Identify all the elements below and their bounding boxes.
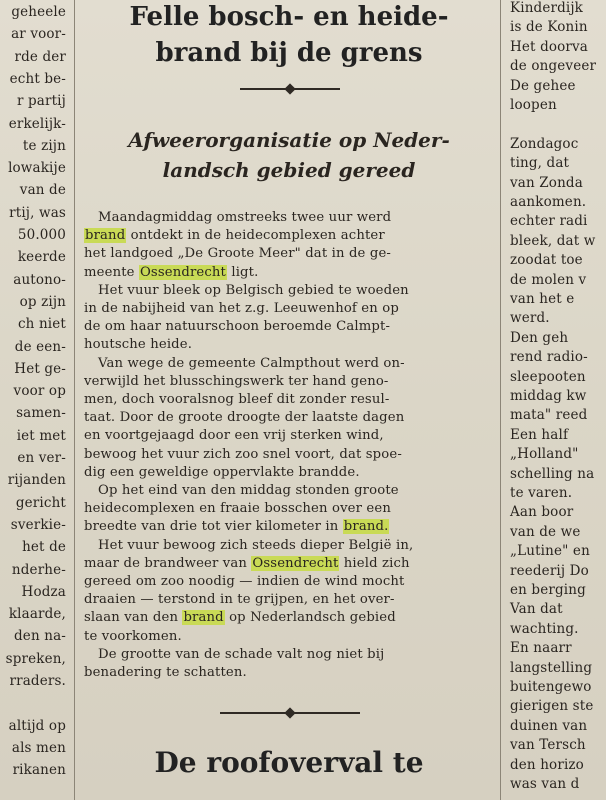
left-column-line: rijanden [7,472,66,489]
search-highlight: brand [183,610,224,626]
article-body-line: bewoog het vuur zich zoo snel voort, dat spoe- [84,446,402,462]
right-column-line: werd. [510,310,550,327]
article-body-line: Op het eind van den middag stonden groote [98,483,399,498]
column-rule-right [500,0,501,800]
article-body-line: draaien — terstond in te grijpen, en het over- [84,592,395,608]
right-column-line: van het e [510,291,575,307]
search-highlight: Ossendrecht [252,555,339,571]
right-column-line: Aan boor [510,504,574,521]
article-body-line: en voortgejaagd door een vrij sterken wind, [84,428,384,444]
right-column-line: gierigen ste [510,698,594,715]
left-column-line: te zijn [22,137,66,154]
left-column-line: altijd op [8,717,66,734]
right-column-fragment [504,0,606,800]
left-column-line: 50.000 [17,227,66,243]
right-column-line: reederij Do [510,562,589,579]
right-column-line: ting, dat [510,155,570,172]
article-body-line: meente Ossendrecht ligt. [84,264,259,280]
right-column-line: aankomen. [510,194,587,210]
article-body-line: in de nabijheid van het z.g. Leeuwenhof en op [84,301,399,316]
article-body-line: taat. Door de groote droogte der laatste dagen [84,410,405,426]
article-body-line: maar de brandweer van Ossendrecht hield zich [84,555,410,571]
right-column-line: „Lutine" en [510,543,590,560]
left-column-line: voor op [13,383,66,400]
left-column-line: samen- [16,405,66,422]
article-body-line: het landgoed „De Groote Meer" dat in de ge- [84,246,391,262]
left-column-line: erkelijk- [8,115,66,132]
article-body-line: breedte van drie tot vier kilometer in brand. [84,519,389,535]
right-column-line: was van d [510,776,580,792]
right-column-line: te varen. [510,485,573,501]
article-body-line: slaan van den brand op Nederlandsch gebied [84,610,396,626]
left-column-line: rtij, was [9,204,66,221]
left-column-line: als men [11,739,66,756]
left-column-line: rraders. [9,673,66,689]
right-column-line: van Zonda [510,174,583,191]
left-column-line: keerde [17,249,66,266]
headline-line-2: brand bij de grens [155,38,423,68]
left-column-line: rde der [14,48,66,65]
left-column-line: het de [22,539,66,556]
article-body-line: te voorkomen. [84,628,182,644]
left-column-line: rikanen [12,762,66,779]
search-highlight: brand [85,228,126,244]
left-column-line: geheele [11,4,66,20]
right-column-line: Het doorva [510,38,589,55]
right-column-line: van Tersch [510,737,586,754]
left-column-line: sverkie- [10,516,66,533]
right-column-line: mata" reed [510,407,588,424]
left-column-line: lowakije [8,160,66,177]
article-body-line: Het vuur bewoog zich steeds dieper België in, [98,537,414,553]
right-column-line: „Holland" [510,446,579,463]
right-column-line: en berging [510,582,586,598]
article-body-line: brand ontdekt in de heidecomplexen achter [85,228,385,244]
left-column-line: r partij [16,93,66,110]
article-body-line: heidecomplexen en fraaie bosschen over een [84,501,391,517]
left-column-line: klaarde, [8,606,66,623]
left-column-line: spreken, [5,650,66,667]
right-column-line: de molen v [510,271,587,288]
left-column-fragment [0,0,72,800]
right-column-line: duinen van [510,717,588,734]
article-body-line: verwijld het blusschingswerk ter hand geno- [84,373,389,389]
left-column-line: Het ge- [14,360,66,377]
left-column-line: de een- [14,338,66,355]
subheadline-line-2: landsch gebied gereed [162,158,416,182]
article-body-line: men, doch vooralsnog bleef dit zonder resul- [84,392,390,407]
right-column-line: langstelling [510,659,593,676]
right-column-line: Zondagoc [510,135,579,152]
right-column-line: Van dat [510,601,563,618]
article-body-line: Het vuur bleek op Belgisch gebied te woeden [98,282,409,298]
left-column-line: en ver- [17,450,66,466]
search-highlight: Ossendrecht [139,264,226,280]
headline-line-1: Felle bosch- en heide- [129,2,449,32]
right-column-line: Den geh [510,329,569,346]
right-column-line: Een half [510,426,569,443]
right-column-line: is de Konin [510,19,588,36]
right-column-line: De gehee [510,77,576,94]
right-column-line: de ongeveer [510,58,597,75]
left-column-line: nderhe- [11,561,66,578]
article-body-line: Maandagmiddag omstreeks twee uur werd [98,210,392,225]
right-column-line: middag kw [510,388,587,404]
left-column-line: echt be- [9,70,66,87]
right-column-line: buitengewo [510,679,592,695]
right-column-line: van de we [510,523,581,540]
next-article-headline: De roofoverval te [154,746,424,779]
article-body-line: houtsche heide. [84,337,193,353]
left-column-line: iet met [16,427,66,444]
article-column [80,0,498,800]
right-column-line: wachting. [510,620,579,637]
search-highlight: brand. [343,519,389,535]
right-column-line: bleek, dat w [510,232,596,249]
right-column-line: sleepooten [510,368,586,385]
right-column-line: echter radi [510,213,588,230]
right-column-line: schelling na [510,465,595,482]
subheadline-line-1: Afweerorganisatie op Neder- [128,128,450,152]
left-column-line: autono- [13,271,66,288]
left-column-line: ch niet [17,316,66,333]
right-column-line: zoodat toe [510,252,583,269]
left-column-line: op zijn [19,293,66,310]
ornament-divider-bottom [220,712,360,714]
column-rule-left [74,0,75,800]
left-column-line: ar voor- [11,26,66,43]
left-column-line: den na- [14,628,66,645]
left-column-line: Hodza [21,583,66,600]
right-column-line: rend radio- [510,349,588,366]
article-body-line: de om haar natuurschoon beroemde Calmpt- [84,319,391,335]
left-column-line: gericht [15,494,66,511]
article-body-line: benadering te schatten. [84,665,247,680]
left-column-line: van de [19,182,66,199]
article-body-line: dig een geweldige oppervlakte brandde. [84,464,360,480]
article-body-line: De grootte van de schade valt nog niet bij [98,646,385,662]
ornament-divider [240,88,340,90]
right-column-line: loopen [510,97,557,113]
article-body-line: Van wege de gemeente Calmpthout werd on- [98,355,405,371]
right-column-line: En naarr [510,640,572,657]
right-column-line: den horizo [510,756,584,773]
right-column-line: Kinderdijk [510,0,584,16]
article-body-line: gereed om zoo noodig — indien de wind mocht [84,574,405,589]
